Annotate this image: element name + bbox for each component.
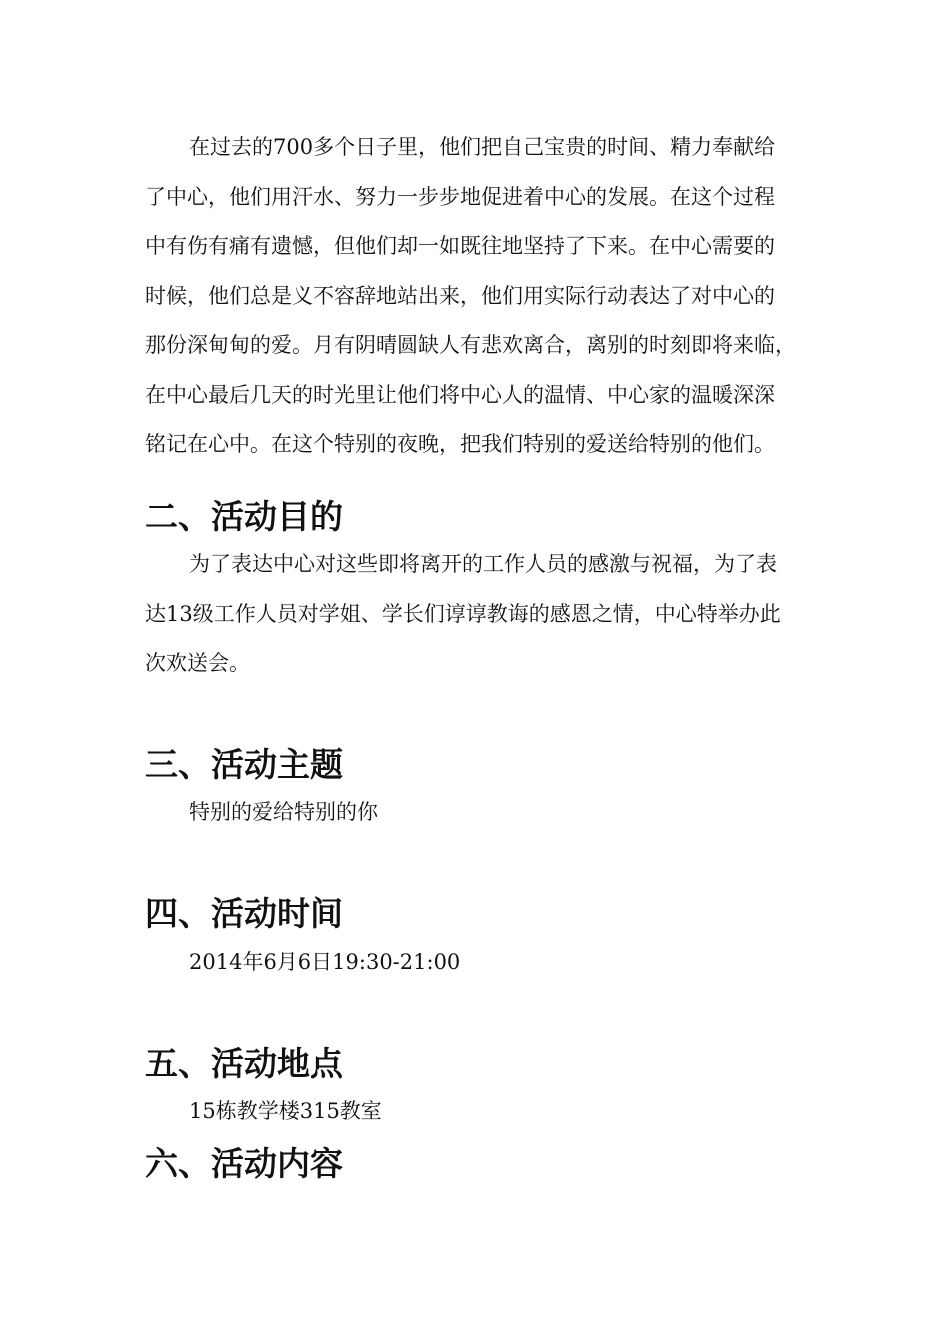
paragraph-line: 那份深甸甸的爱。月有阴晴圆缺人有悲欢离合，离别的时刻即将来临， <box>145 333 796 357</box>
paragraph-line: 15栋教学楼315教室 <box>189 1099 382 1123</box>
section-body-location <box>145 1087 820 1137</box>
paragraph-line: 达13级工作人员对学姐、学长们谆谆教诲的感恩之情，中心特举办此 <box>145 601 781 626</box>
section-body-time <box>145 938 820 988</box>
section-body-purpose <box>145 540 820 689</box>
section-heading-theme: 三、活动主题 <box>145 745 343 784</box>
paragraph-line: 铭记在心中。在这个特别的夜晚，把我们特别的爱送给特别的他们。 <box>145 432 775 456</box>
paragraph-line: 了中心，他们用汗水、努力一步步地促进着中心的发展。在这个过程 <box>145 184 775 209</box>
section-heading-content: 六、活动内容 <box>145 1144 343 1183</box>
paragraph-line: 中有伤有痛有遗憾，但他们却一如既往地坚持了下来。在中心需要的 <box>145 234 775 258</box>
section-heading-location: 五、活动地点 <box>145 1044 343 1083</box>
section-heading-purpose: 二、活动目的 <box>145 497 343 536</box>
intro-paragraph <box>145 123 820 470</box>
section-heading-time: 四、活动时间 <box>145 894 343 933</box>
paragraph-line: 特别的爱给特别的你 <box>189 800 378 824</box>
paragraph-line: 次欢送会。 <box>145 651 250 675</box>
paragraph-line: 为了表达中心对这些即将离开的工作人员的感激与祝福，为了表 <box>189 552 777 576</box>
paragraph-line: 在中心最后几天的时光里让他们将中心人的温情、中心家的温暖深深 <box>145 382 775 407</box>
paragraph-line: 2014年6月6日19:30-21:00 <box>189 950 461 974</box>
paragraph-line: 在过去的700多个日子里，他们把自己宝贵的时间、精力奉献给 <box>189 135 776 159</box>
section-body-theme <box>145 788 820 838</box>
paragraph-line: 时候，他们总是义不容辞地站出来，他们用实际行动表达了对中心的 <box>145 283 775 308</box>
